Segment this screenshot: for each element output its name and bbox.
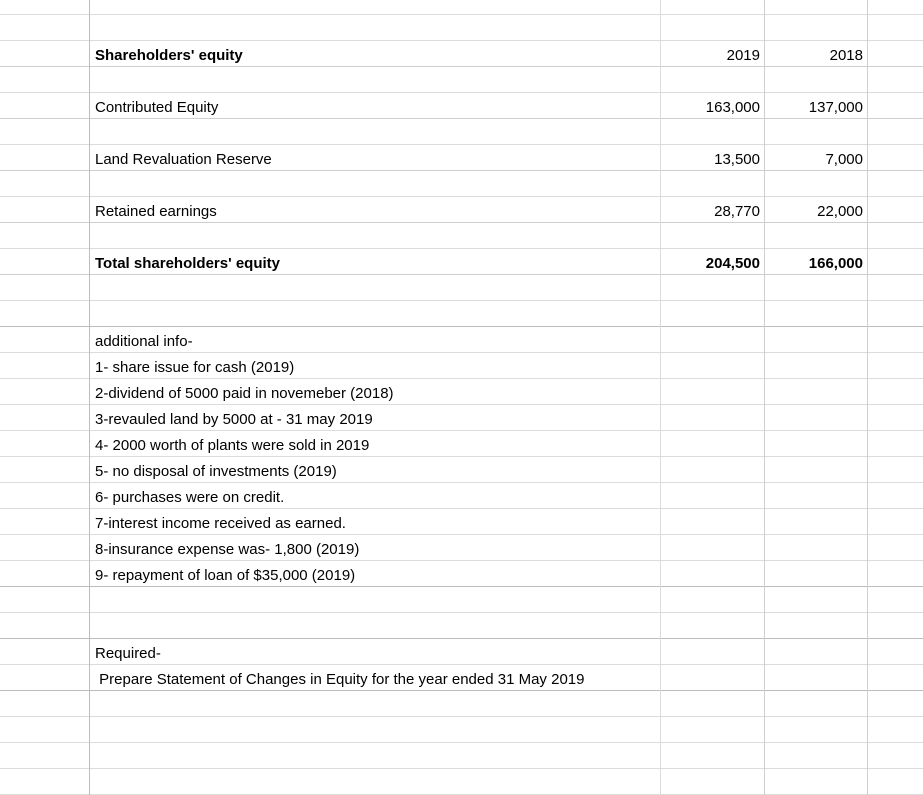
grid-line (867, 0, 868, 795)
grid-line (0, 534, 923, 535)
grid-line (0, 66, 923, 67)
grid-line (0, 586, 923, 587)
grid-line (0, 508, 923, 509)
required-title: Required- (95, 645, 161, 662)
row-label-contributed-equity: Contributed Equity (95, 99, 219, 116)
additional-info-item: 9- repayment of loan of $35,000 (2019) (95, 567, 356, 584)
grid-line (764, 0, 765, 795)
grid-line (0, 690, 923, 691)
grid-line (0, 456, 923, 457)
grid-line (0, 92, 923, 93)
table-header-label: Shareholders' equity (95, 47, 243, 64)
grid-line (0, 222, 923, 223)
grid-line (89, 0, 90, 795)
additional-info-item: 6- purchases were on credit. (95, 489, 285, 506)
grid-line (0, 742, 923, 743)
grid-line (0, 638, 923, 639)
cell-land-revaluation-reserve-2018: 7,000 (825, 151, 863, 168)
grid-line (660, 0, 661, 795)
grid-line (0, 40, 923, 41)
cell-retained-earnings-2019: 28,770 (714, 203, 760, 220)
grid-line (0, 404, 923, 405)
additional-info-item: 3-revauled land by 5000 at - 31 may 2019 (95, 411, 373, 428)
additional-info-item: 8-insurance expense was- 1,800 (2019) (95, 541, 360, 558)
cell-contributed-equity-2019: 163,000 (705, 99, 760, 116)
grid-line (0, 14, 923, 15)
grid-line (0, 170, 923, 171)
additional-info-item: 7-interest income received as earned. (95, 515, 346, 532)
additional-info-item: 4- 2000 worth of plants were sold in 2019 (95, 437, 370, 454)
grid-line (0, 716, 923, 717)
grid-line (0, 768, 923, 769)
grid-line (0, 144, 923, 145)
grid-line (0, 430, 923, 431)
row-label-retained-earnings: Retained earnings (95, 203, 217, 220)
grid-line (0, 664, 923, 665)
additional-info-item: 1- share issue for cash (2019) (95, 359, 295, 376)
grid-line (0, 248, 923, 249)
cell-contributed-equity-2018: 137,000 (808, 99, 863, 116)
additional-info-title: additional info- (95, 333, 193, 350)
grid-line (0, 196, 923, 197)
cell-land-revaluation-reserve-2019: 13,500 (714, 151, 760, 168)
row-label-total-shareholders-equity: Total shareholders' equity (95, 255, 280, 272)
grid-line (0, 300, 923, 301)
grid-line (0, 352, 923, 353)
grid-line (0, 378, 923, 379)
required-text: Prepare Statement of Changes in Equity for the year ended 31 May 2019 (95, 671, 585, 688)
column-header-2019: 2019 (726, 47, 760, 64)
cell-total-2018: 166,000 (808, 255, 863, 272)
grid-line (0, 274, 923, 275)
grid-line (0, 118, 923, 119)
cell-total-2019: 204,500 (705, 255, 760, 272)
row-label-land-revaluation-reserve: Land Revaluation Reserve (95, 151, 272, 168)
cell-retained-earnings-2018: 22,000 (817, 203, 863, 220)
grid-line (0, 326, 923, 327)
grid-line (0, 482, 923, 483)
additional-info-item: 5- no disposal of investments (2019) (95, 463, 337, 480)
column-header-2018: 2018 (829, 47, 863, 64)
grid-line (0, 560, 923, 561)
grid-line (0, 612, 923, 613)
additional-info-item: 2-dividend of 5000 paid in novemeber (2018) (95, 385, 394, 402)
